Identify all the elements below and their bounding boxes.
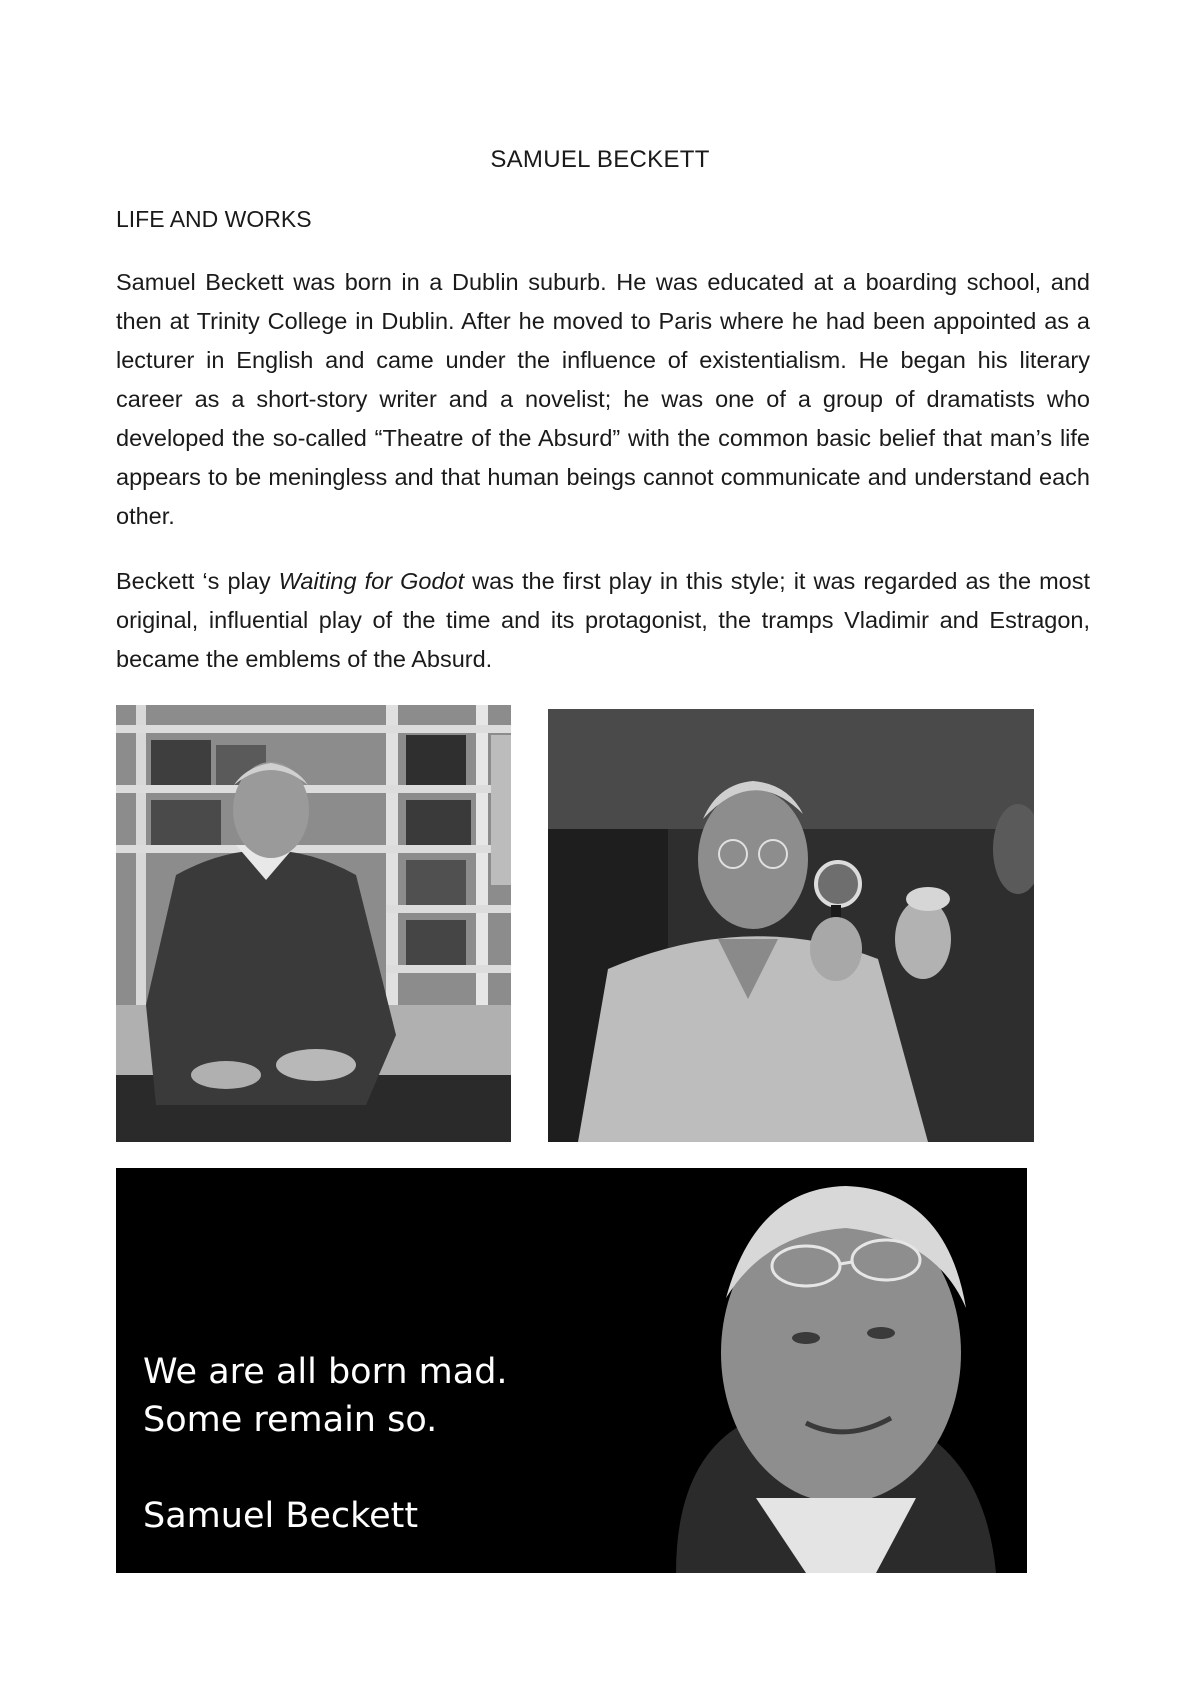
quote-text: [143, 1348, 508, 1444]
quote-line-2: Some remain so.: [143, 1400, 438, 1440]
page-title: SAMUEL BECKETT: [490, 146, 710, 173]
paragraph-godot-after: was the first play in this style; it was regarded as the most original, influential play of the time and its protagonist, the tramps Vladimir and Estragon, became the emblems of the Absurd.: [116, 568, 1090, 672]
beckett-magnifier-photo: [548, 709, 1034, 1142]
quote-line-1: We are all born mad.: [143, 1352, 508, 1392]
paragraph-godot: [116, 562, 1090, 679]
section-heading: LIFE AND WORKS: [116, 206, 312, 232]
quote-author: Samuel Beckett: [143, 1496, 419, 1536]
beckett-seated-photo: [116, 705, 511, 1142]
quote-card: [116, 1168, 1027, 1573]
paragraph-godot-before: Beckett ‘s play: [116, 568, 279, 594]
play-title: Waiting for Godot: [278, 568, 465, 594]
paragraph-life: Samuel Beckett was born in a Dublin suburb. He was educated at a boarding school, and then at Trinity College in Dublin. After he moved to Paris where he had been appointed as a lecturer in English and came under the influence of existentialism. He began his literary career as a short-story writer and a novelist; he was one of a group of dramatists who developed the so-called “Theatre of the Absurd” with the common basic belief that man’s life appears to be meningless and that human beings cannot communicate and understand each other.: [116, 269, 1090, 529]
